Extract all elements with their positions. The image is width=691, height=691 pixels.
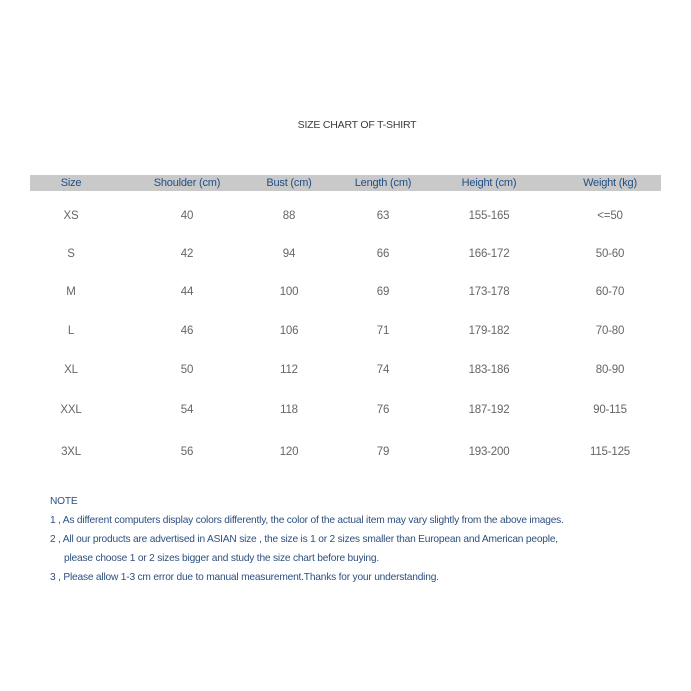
table-cell: 120 [279, 446, 299, 458]
chart-title: SIZE CHART OF T-SHIRT [297, 119, 417, 131]
table-cell: 3XL [61, 446, 81, 458]
table-cell: 173-178 [468, 286, 510, 298]
table-cell: S [67, 248, 75, 260]
table-cell: 100 [279, 286, 299, 298]
table-cell: 63 [376, 210, 390, 222]
table-cell: 46 [180, 325, 194, 337]
table-cell: 50 [180, 364, 194, 376]
table-header-cell: Bust (cm) [266, 177, 312, 189]
table-cell: 60-70 [595, 286, 625, 298]
table-cell: 115-125 [590, 446, 630, 458]
note-line-1: 1 , As different computers display colors differently, the color of the actual item may vary slightly from the above images. [50, 515, 564, 526]
table-cell: 42 [180, 248, 194, 260]
table-header-cell: Weight (kg) [583, 177, 637, 189]
table-header-cell: Length (cm) [354, 177, 412, 189]
table-cell: 69 [376, 286, 390, 298]
notes-heading: NOTE [50, 496, 78, 507]
table-cell: 118 [280, 404, 298, 416]
note-line-3: 3 , Please allow 1-3 cm error due to manual measurement.Thanks for your understanding. [50, 572, 439, 583]
table-cell: 179-182 [468, 325, 510, 337]
table-cell: <=50 [597, 210, 623, 222]
table-cell: 166-172 [468, 248, 510, 260]
table-cell: 193-200 [468, 446, 510, 458]
table-cell: 40 [180, 210, 194, 222]
table-cell: 187-192 [468, 404, 510, 416]
table-cell: 71 [376, 325, 390, 337]
table-cell: 94 [282, 248, 296, 260]
table-cell: 74 [376, 364, 390, 376]
note-line-2-continued: please choose 1 or 2 sizes bigger and study the size chart before buying. [64, 553, 379, 564]
table-cell: 79 [376, 446, 390, 458]
table-cell: 183-186 [468, 364, 510, 376]
table-cell: L [67, 325, 75, 337]
table-cell: XL [64, 364, 78, 376]
table-cell: 56 [180, 446, 194, 458]
table-cell: 88 [282, 210, 296, 222]
note-line-2: 2 , All our products are advertised in ASIAN size , the size is 1 or 2 sizes smaller than European and American people, [50, 534, 558, 545]
table-cell: 66 [376, 248, 390, 260]
table-cell: 70-80 [595, 325, 625, 337]
table-header-bar [30, 175, 661, 191]
table-cell: M [66, 286, 76, 298]
table-header-cell: Shoulder (cm) [153, 177, 221, 189]
table-cell: 54 [180, 404, 194, 416]
table-cell: 80-90 [595, 364, 625, 376]
table-header-cell: Height (cm) [461, 177, 517, 189]
table-cell: 90-115 [593, 404, 627, 416]
table-cell: 112 [280, 364, 298, 376]
table-cell: 44 [180, 286, 194, 298]
table-cell: 50-60 [595, 248, 625, 260]
table-cell: 76 [376, 404, 390, 416]
table-cell: 106 [279, 325, 299, 337]
table-cell: XS [63, 210, 79, 222]
table-header-cell: Size [60, 177, 82, 189]
table-cell: 155-165 [468, 210, 510, 222]
table-cell: XXL [60, 404, 82, 416]
